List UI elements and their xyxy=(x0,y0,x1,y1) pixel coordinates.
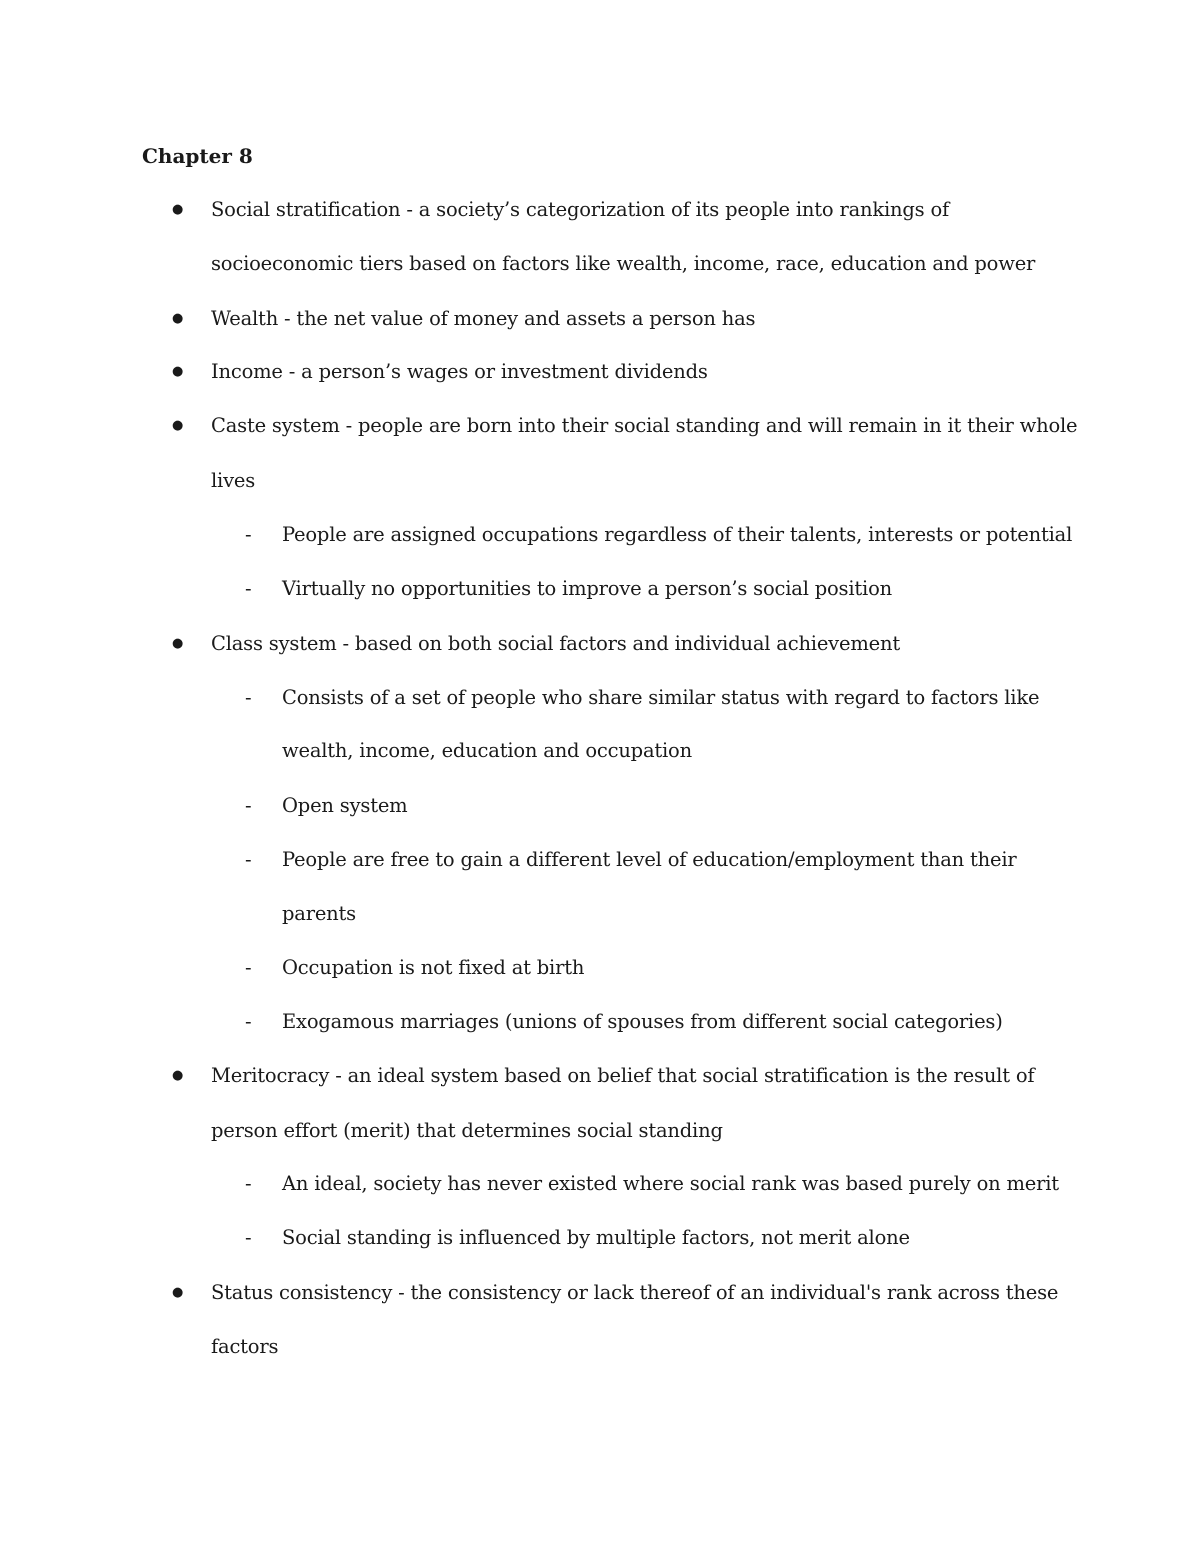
sub-item-text: wealth, income, education and occupation xyxy=(282,739,692,762)
list-item-text: Status consistency - the consistency or lack thereof of an individual's rank across these xyxy=(211,1281,1059,1304)
bullet-icon: ● xyxy=(172,311,184,326)
bullet-icon: ● xyxy=(172,418,184,433)
bullet-icon: ● xyxy=(172,364,184,379)
sub-item-text: An ideal, society has never existed where social rank was based purely on merit xyxy=(282,1172,1059,1195)
dash-icon: - xyxy=(245,1172,252,1195)
chapter-heading: Chapter 8 xyxy=(142,144,253,168)
list-item-text: person effort (merit) that determines social standing xyxy=(211,1119,723,1142)
bullet-icon: ● xyxy=(172,636,184,651)
bullet-icon: ● xyxy=(172,1285,184,1300)
sub-item-text: parents xyxy=(282,902,356,925)
list-item-text: Income - a person’s wages or investment dividends xyxy=(211,360,708,383)
dash-icon: - xyxy=(245,1226,252,1249)
sub-item-text: Consists of a set of people who share similar status with regard to factors like xyxy=(282,686,1040,709)
list-item-text: socioeconomic tiers based on factors like wealth, income, race, education and power xyxy=(211,252,1036,275)
dash-icon: - xyxy=(245,848,252,871)
dash-icon: - xyxy=(245,794,252,817)
list-item-text: Caste system - people are born into their social standing and will remain in it their whole xyxy=(211,414,1078,437)
sub-item-text: People are assigned occupations regardless of their talents, interests or potential xyxy=(282,523,1073,546)
sub-item-text: Open system xyxy=(282,794,408,817)
list-item-text: Wealth - the net value of money and assets a person has xyxy=(211,307,756,330)
list-item-text: factors xyxy=(211,1335,279,1358)
sub-item-text: Occupation is not fixed at birth xyxy=(282,956,585,979)
bullet-icon: ● xyxy=(172,1068,184,1083)
sub-item-text: Exogamous marriages (unions of spouses from different social categories) xyxy=(282,1010,1003,1033)
dash-icon: - xyxy=(245,956,252,979)
bullet-icon: ● xyxy=(172,202,184,217)
dash-icon: - xyxy=(245,577,252,600)
list-item-text: Meritocracy - an ideal system based on belief that social stratification is the result of xyxy=(211,1064,1035,1087)
dash-icon: - xyxy=(245,523,252,546)
sub-item-text: Social standing is influenced by multiple factors, not merit alone xyxy=(282,1226,910,1249)
list-item-text: lives xyxy=(211,469,256,492)
list-item-text: Social stratification - a society’s categorization of its people into rankings of xyxy=(211,198,950,221)
sub-item-text: People are free to gain a different level of education/employment than their xyxy=(282,848,1017,871)
sub-item-text: Virtually no opportunities to improve a person’s social position xyxy=(282,577,892,600)
list-item-text: Class system - based on both social factors and individual achievement xyxy=(211,632,900,655)
dash-icon: - xyxy=(245,1010,252,1033)
dash-icon: - xyxy=(245,686,252,709)
